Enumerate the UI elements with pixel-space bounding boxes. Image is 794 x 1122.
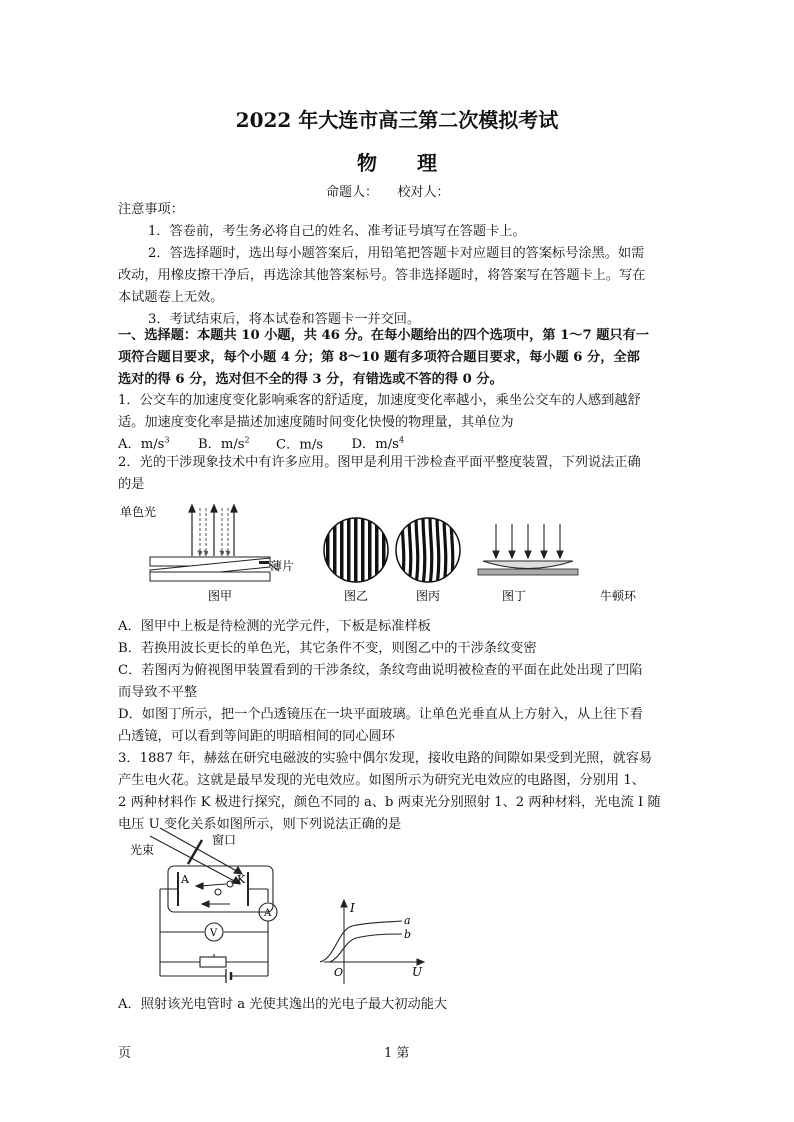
caption-fig-yi: 图乙	[344, 589, 369, 603]
caption-fig-jia: 图甲	[208, 589, 233, 603]
q3-stem-line-1: 3．1887 年，赫兹在研究电磁波的实验中偶尔发现，接收电路的间隙如果受到光照，就容易	[118, 751, 653, 766]
q1-option-a: A．$m/s^3$	[118, 436, 170, 453]
q1-option-b: B．$m/s^2$	[197, 436, 250, 453]
light-arrows	[189, 505, 237, 556]
q2-option-c-line-2: 而导致不平整	[118, 685, 198, 700]
q3-photoelectric-figure	[130, 826, 430, 992]
q2-option-c-line-1: C．若图丙为俯视图甲装置看到的干涉条纹，条纹弯曲说明被检查的平面在此处出现了凹陷	[118, 663, 643, 678]
thin-sheet	[259, 561, 269, 564]
curve-a-label: a	[404, 914, 411, 927]
notice-item-2-line-3: 本试题卷上无效。	[118, 290, 224, 305]
q1-option-d: D．$m/s^4$	[351, 436, 405, 453]
q2-option-b: B．若换用波长更长的单色光，其它条件不变，则图乙中的干涉条纹变密	[118, 641, 537, 656]
axis-u-label: U	[412, 965, 423, 979]
cathode-label: K	[237, 873, 246, 886]
curved-fringes	[396, 516, 460, 586]
window-label: 窗口	[212, 833, 237, 847]
q1-option-c: C．m/s	[276, 437, 324, 453]
origin-label: O	[334, 966, 344, 979]
q2-stem-line-2: 的是	[118, 477, 145, 492]
notice-heading: 注意事项：	[118, 202, 184, 217]
anode-label: A	[181, 873, 189, 886]
notice-item-2-line-2: 改动，用橡皮擦干净后，再选涂其他答案标号。答非选择题时，将答案写在答题卡上。写在	[118, 268, 646, 283]
q2-interference-figure	[118, 500, 678, 612]
q2-option-d-line-2: 凸透镜，可以看到等间距的明暗相间的同心圆环	[118, 729, 395, 744]
q2-option-d-line-1: D．如图丁所示，把一个凸透镜压在一块平面玻璃。让单色光垂直从上方射入，从上往下看	[118, 707, 643, 722]
q3-stem-line-4: 电压 U 变化关系如图所示，则下列说法正确的是	[118, 817, 402, 832]
authors-line: 命题人： 校对人：	[326, 185, 450, 200]
newton-ring-setup	[478, 524, 578, 575]
q2-stem-line-1: 2．光的干涉现象技术中有许多应用。图甲是利用干涉检查平面平整度装置，下列说法正确	[118, 455, 641, 470]
voltmeter-label: V	[210, 928, 218, 939]
axis-i-label: I	[350, 901, 355, 915]
caption-fig-bing: 图丙	[416, 589, 441, 603]
caption-newton-ring: 牛顿环	[600, 589, 637, 603]
section-heading-line-1: 一、选择题：本题共 10 小题，共 46 分。在每小题给出的四个选项中，第 1～7 题只有一	[118, 328, 649, 343]
footer-left: 页	[118, 1046, 132, 1061]
section-heading-line-2: 项符合题目要求，每个小题 4 分；第 8～10 题有多项符合题目要求，每小题 6 分，全部	[118, 350, 640, 365]
q3-stem-line-3: 2 两种材料作 K 极进行探究，颜色不同的 a、b 两束光分别照射 1、2 两种材料，光电流 I 随	[118, 795, 661, 810]
light-label: 单色光	[120, 505, 157, 519]
page-number: 1 第	[384, 1046, 410, 1061]
q2-option-a: A．图甲中上板是待检测的光学元件，下板是标准样板	[118, 619, 431, 634]
caption-fig-ding: 图丁	[502, 589, 527, 603]
notice-item-3: 3．考试结束后，将本试卷和答题卡一并交回。	[148, 312, 421, 327]
q3-stem-line-2: 产生电火花。这就是最早发现的光电效应。如图所示为研究光电效应的电路图，分别用 1、	[118, 773, 645, 788]
q3-option-a: A．照射该光电管时 a 光使其逸出的光电子最大初动能大	[118, 997, 448, 1012]
notice-item-2-line-1: 2．答选择题时，选出每小题答案后，用铅笔把答题卡对应题目的答案标号涂黑。如需	[148, 246, 645, 261]
circuit-diagram	[150, 828, 277, 983]
wedge-apparatus	[120, 504, 294, 581]
ammeter-label: A	[264, 908, 272, 919]
section-heading-line-3: 选对的得 6 分，选对但不全的得 3 分，有错选或不答的得 0 分。	[118, 372, 503, 387]
exam-title: 2022 年大连市高三第二次模拟考试	[235, 108, 559, 132]
straight-fringes	[324, 516, 388, 586]
curve-a	[320, 921, 402, 962]
sheet-label: 薄片	[270, 559, 295, 573]
q1-stem-line-1: 1．公交车的加速度变化影响乘客的舒适度，加速度变化率越小，乘坐公交车的人感到越舒	[118, 393, 641, 408]
curve-b	[330, 934, 402, 962]
subject-title: 物 理	[357, 151, 437, 175]
curve-b-label: b	[404, 928, 412, 941]
beam-label: 光束	[130, 843, 155, 857]
q1-stem-line-2: 适。加速度变化率是描述加速度随时间变化快慢的物理量，其单位为	[118, 415, 514, 430]
notice-item-1: 1．答卷前，考生务必将自己的姓名、准考证号填写在答题卡上。	[148, 224, 526, 239]
rheostat-icon	[200, 957, 226, 967]
